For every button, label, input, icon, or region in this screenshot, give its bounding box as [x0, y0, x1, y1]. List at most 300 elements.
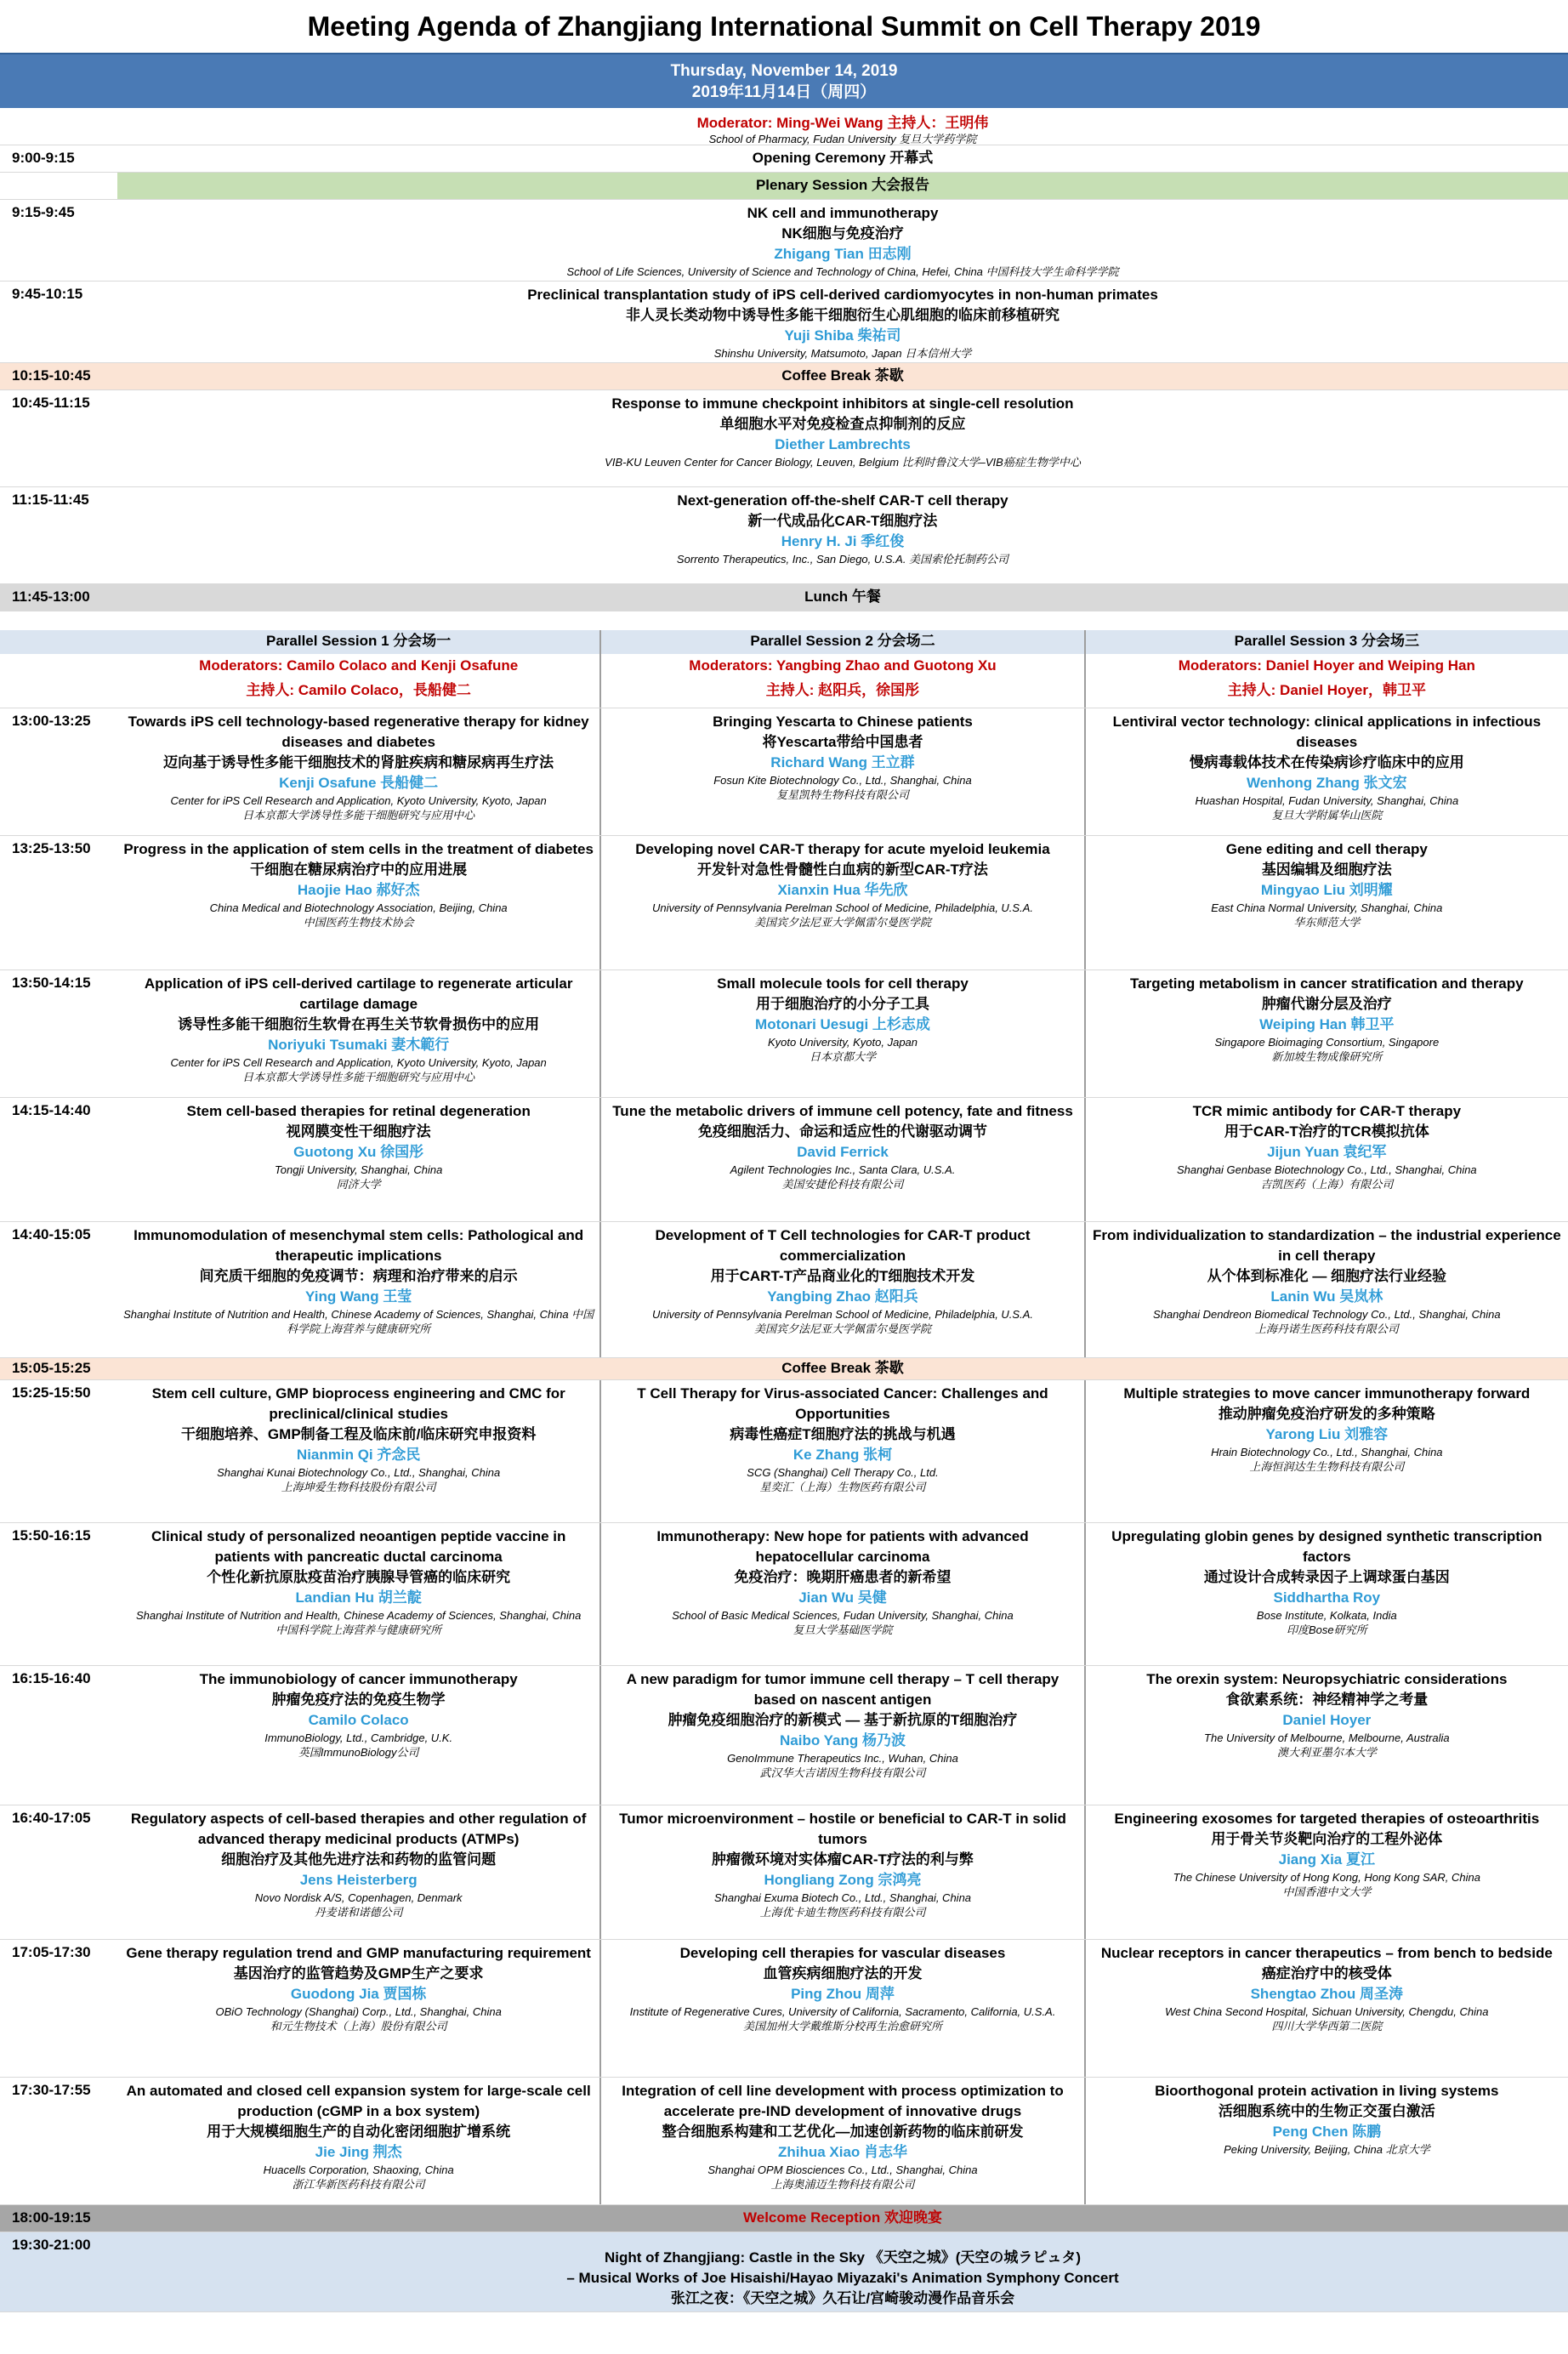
talk-title-en: The orexin system: Neuropsychiatric considerations [1146, 1671, 1508, 1687]
parallel-session-header: Parallel Session 3 分会场三 [1084, 630, 1568, 654]
moderator-en: Moderators: Camilo Colaco and Kenji Osafune [199, 657, 519, 674]
speaker-affiliation-cn: 同济大学 [336, 1178, 381, 1191]
talk-title-en: Next-generation off-the-shelf CAR-T cell therapy [677, 492, 1008, 509]
night-line-2: – Musical Works of Joe Hisaishi/Hayao Miyazaki's Animation Symphony Concert [566, 2270, 1119, 2286]
talk-title-cn: 癌症治疗中的核受体 [1261, 1965, 1392, 1982]
speaker-affiliation: Institute of Regenerative Cures, University of California, Sacramento, California, U.S.A. [629, 2005, 1056, 2018]
speaker-affiliation: Bose Institute, Kolkata, India [1256, 1609, 1397, 1622]
parallel-slot-row [0, 1098, 1568, 1222]
speaker-affiliation: School of Life Sciences, University of Science and Technology of China, Hefei, China 中国科技大学生命科学学院 [566, 265, 1119, 278]
speaker-affiliation: Huacells Corporation, Shaoxing, China [263, 2164, 454, 2176]
parallel-talk [1084, 1666, 1568, 1805]
plenary-talk [117, 390, 1568, 486]
talk-title-en: Small molecule tools for cell therapy [717, 975, 969, 992]
plenary-talks-2 [0, 390, 1568, 584]
parallel-slot-columns [117, 708, 1568, 835]
speaker-name: Xianxin Hua 华先欣 [777, 882, 908, 898]
time-cell: 17:30-17:55 [12, 2082, 91, 2098]
talk-title-cn: 诱导性多能干细胞衍生软骨在再生关节软骨损伤中的应用 [178, 1016, 540, 1032]
parallel-talk [1084, 1222, 1568, 1357]
parallel-slot-row [0, 970, 1568, 1098]
speaker-name: Siddhartha Roy [1273, 1589, 1381, 1606]
talk-title-cn: 间充质干细胞的免疫调节：病理和治疗带来的启示 [199, 1268, 518, 1284]
speaker-name: Ying Wang 王莹 [305, 1288, 412, 1305]
parallel-slot-columns [117, 1380, 1568, 1522]
speaker-affiliation-cn: 新加坡生物成像研究所 [1271, 1050, 1383, 1063]
parallel-talk [599, 708, 1083, 835]
speaker-name: Guodong Jia 贾国栋 [290, 1986, 427, 2002]
speaker-affiliation: School of Basic Medical Sciences, Fudan University, Shanghai, China [672, 1609, 1014, 1622]
parallel-talk [117, 2078, 599, 2204]
speaker-name: Wenhong Zhang 张文宏 [1247, 775, 1407, 791]
speaker-affiliation-cn: 美国加州大学戴维斯分校再生治愈研究所 [742, 2020, 942, 2033]
plenary-talk-row [0, 281, 1568, 363]
parallel-talk [599, 1098, 1083, 1221]
speaker-name: Jian Wu 吴健 [798, 1589, 887, 1606]
talk-title-en: The immunobiology of cancer immunotherapy [199, 1671, 518, 1687]
parallel-slot-row [0, 1666, 1568, 1805]
coffee-break-2-label: Coffee Break 茶歇 [781, 1360, 904, 1376]
moderator-en: Moderators: Yangbing Zhao and Guotong Xu [689, 657, 997, 674]
talk-title-en: Progress in the application of stem cells in the treatment of diabetes [123, 841, 594, 857]
speaker-affiliation-cn: 复旦大学基础医学院 [793, 1623, 893, 1636]
opening-label: Opening Ceremony 开幕式 [752, 150, 934, 166]
speaker-affiliation: Shanghai Institute of Nutrition and Health, Chinese Academy of Sciences, Shanghai, China 中国科学院上海营养与健康研究所 [123, 1308, 594, 1335]
parallel-slot-row [0, 1523, 1568, 1666]
parallel-slots-a [0, 708, 1568, 1358]
speaker-name: Jie Jing 荆杰 [315, 2144, 402, 2160]
speaker-name: Nianmin Qi 齐念民 [296, 1447, 421, 1463]
talk-title-en: Gene editing and cell therapy [1225, 841, 1428, 857]
talk-title-cn: 基因治疗的监管趋势及GMP生产之要求 [233, 1965, 484, 1982]
speaker-affiliation-cn: 上海奥浦迈生物科技有限公司 [770, 2178, 915, 2191]
talk-title-cn: 食欲素系统：神经精神学之考量 [1225, 1692, 1429, 1708]
plenary-talk [117, 281, 1568, 362]
talk-title-cn: NK细胞与免疫治疗 [781, 225, 904, 242]
talk-title-cn: 迈向基于诱导性多能干细胞技术的肾脏疾病和糖尿病再生疗法 [163, 754, 554, 770]
parallel-talk [1084, 2078, 1568, 2204]
parallel-talk [117, 1666, 599, 1805]
parallel-talk [117, 1380, 599, 1522]
time-cell: 14:15-14:40 [12, 1102, 91, 1118]
parallel-header-row [0, 630, 1568, 654]
speaker-affiliation-cn: 日本京都大学诱导性多能干细胞研究与应用中心 [242, 1071, 475, 1083]
speaker-name: Camilo Colaco [308, 1712, 409, 1728]
plenary-talk-row [0, 200, 1568, 281]
parallel-slot-columns [117, 1098, 1568, 1221]
speaker-affiliation-cn: 丹麦诺和诺德公司 [314, 1906, 403, 1919]
speaker-affiliation: GenoImmune Therapeutics Inc., Wuhan, China [727, 1752, 958, 1765]
time-cell: 11:15-11:45 [12, 492, 89, 508]
speaker-affiliation-cn: 星奕汇（上海）生物医药有限公司 [759, 1481, 926, 1493]
talk-title-en: Development of T Cell technologies for CAR-T product commercialization [655, 1227, 1031, 1264]
moderator-cn: 主持人: Camilo Colaco，長船健二 [246, 682, 471, 698]
speaker-name: Noriyuki Tsumaki 妻木範行 [268, 1037, 450, 1053]
speaker-name: Haojie Hao 郝好杰 [297, 882, 420, 898]
speaker-affiliation-cn: 上海坤爱生物科技股份有限公司 [281, 1481, 436, 1493]
talk-title-en: A new paradigm for tumor immune cell therapy – T cell therapy based on nascent antigen [626, 1671, 1060, 1708]
talk-title-en: An automated and closed cell expansion system for large-scale cell production (cGMP in a box system) [126, 2083, 591, 2119]
talk-title-cn: 血管疾病细胞疗法的开发 [763, 1965, 923, 1982]
speaker-affiliation: Shanghai Genbase Biotechnology Co., Ltd., Shanghai, China [1176, 1163, 1477, 1176]
speaker-name: Yangbing Zhao 赵阳兵 [767, 1288, 918, 1305]
time-cell: 11:45-13:00 [12, 588, 90, 605]
page-title: Meeting Agenda of Zhangjiang International Summit on Cell Therapy 2019 [307, 11, 1261, 42]
speaker-name: Yarong Liu 刘雅容 [1265, 1426, 1389, 1442]
speaker-affiliation-cn: 上海恒润达生生物科技有限公司 [1249, 1460, 1405, 1473]
parallel-slot-row [0, 1940, 1568, 2078]
moderator-cn: 主持人: Daniel Hoyer，韩卫平 [1227, 682, 1426, 698]
speaker-name: Hongliang Zong 宗鸿亮 [764, 1872, 922, 1888]
parallel-talk [117, 1523, 599, 1665]
night-line-3: 张江之夜：《天空之城》久石让/宫崎骏动漫作品音乐会 [670, 2290, 1015, 2306]
parallel-slot-row [0, 1380, 1568, 1523]
parallel-talk [599, 1523, 1083, 1665]
speaker-name: Diether Lambrechts [775, 436, 911, 452]
plenary-band [0, 173, 1568, 200]
speaker-name: Naibo Yang 杨乃波 [779, 1732, 906, 1748]
coffee-break-label: Coffee Break 茶歇 [781, 367, 904, 384]
parallel-talk [117, 970, 599, 1097]
parallel-slot-columns [117, 1666, 1568, 1805]
lunch-label: Lunch 午餐 [804, 588, 881, 605]
plenary-label: Plenary Session 大会报告 [755, 177, 930, 193]
talk-title-cn: 视网膜变性干细胞疗法 [286, 1123, 431, 1140]
parallel-talk [1084, 1805, 1568, 1939]
parallel-talk [599, 1222, 1083, 1357]
talk-title-cn: 用于细胞治疗的小分子工具 [755, 996, 929, 1012]
talk-title-en: Targeting metabolism in cancer stratification and therapy [1130, 975, 1524, 992]
speaker-affiliation: VIB-KU Leuven Center for Cancer Biology, Leuven, Belgium 比利时鲁汶大学–VIB癌症生物学中心 [605, 456, 1081, 469]
speaker-affiliation: University of Pennsylvania Perelman School of Medicine, Philadelphia, U.S.A. [651, 1308, 1033, 1321]
time-cell: 15:50-16:15 [12, 1527, 91, 1544]
welcome-label: Welcome Reception 欢迎晚宴 [743, 2209, 942, 2226]
plenary-talks [0, 200, 1568, 363]
talk-title-en: Developing cell therapies for vascular diseases [679, 1945, 1006, 1961]
speaker-name: Mingyao Liu 刘明耀 [1260, 882, 1393, 898]
welcome-row [0, 2205, 1568, 2232]
speaker-name: Peng Chen 陈鹏 [1272, 2124, 1382, 2140]
time-cell: 16:40-17:05 [12, 1810, 91, 1826]
coffee-break-row [0, 363, 1568, 390]
talk-title-en: Engineering exosomes for targeted therapies of osteoarthritis [1114, 1811, 1540, 1827]
speaker-name: Daniel Hoyer [1282, 1712, 1372, 1728]
speaker-affiliation: The University of Melbourne, Melbourne, Australia [1204, 1731, 1450, 1744]
speaker-name: Weiping Han 韩卫平 [1259, 1016, 1395, 1032]
plenary-talk-row [0, 390, 1568, 487]
talk-title-en: Response to immune checkpoint inhibitors at single-cell resolution [611, 395, 1074, 412]
parallel-slot-columns [117, 1940, 1568, 2077]
talk-title-cn: 慢病毒载体技术在传染病诊疗临床中的应用 [1189, 754, 1464, 770]
speaker-affiliation: The Chinese University of Hong Kong, Hong Kong SAR, China [1173, 1871, 1480, 1884]
talk-title-en: Tune the metabolic drivers of immune cell potency, fate and fitness [612, 1103, 1073, 1119]
time-cell: 15:05-15:25 [12, 1360, 91, 1376]
parallel-talk [117, 1940, 599, 2077]
parallel-slot-columns [117, 1805, 1568, 1939]
talk-title-en: Multiple strategies to move cancer immunotherapy forward [1123, 1385, 1531, 1402]
talk-title-cn: 非人灵长类动物中诱导性多能干细胞衍生心肌细胞的临床前移植研究 [626, 307, 1060, 323]
parallel-talk [599, 1380, 1083, 1522]
speaker-affiliation-cn: 上海丹诺生医药科技有限公司 [1254, 1322, 1399, 1335]
time-cell: 13:00-13:25 [12, 713, 91, 729]
speaker-affiliation: Kyoto University, Kyoto, Japan [767, 1036, 918, 1049]
date-band [0, 53, 1568, 108]
talk-title-cn: 通过设计合成转录因子上调球蛋白基因 [1203, 1569, 1450, 1585]
parallel-slot-columns [117, 2078, 1568, 2204]
time-cell: 10:15-10:45 [12, 367, 91, 384]
speaker-affiliation-cn: 武汉华大吉诺因生物科技有限公司 [759, 1766, 926, 1779]
talk-title-en: From individualization to standardization – the industrial experience in cell therapy [1092, 1227, 1561, 1264]
opening-moderator: Moderator: Ming-Wei Wang 主持人：王明伟 [696, 115, 989, 131]
time-cell: 19:30-21:00 [0, 2232, 117, 2311]
time-cell: 9:15-9:45 [12, 204, 75, 220]
speaker-affiliation-cn: 中国科学院上海营养与健康研究所 [276, 1623, 442, 1636]
talk-title-cn: 细胞治疗及其他先进疗法和药物的监管问题 [221, 1851, 497, 1868]
plenary-talk-row [0, 487, 1568, 584]
time-cell: 10:45-11:15 [12, 395, 90, 411]
speaker-affiliation: Singapore Bioimaging Consortium, Singapore [1214, 1036, 1440, 1049]
talk-title-cn: 开发针对急性骨髓性白血病的新型CAR-T疗法 [697, 861, 988, 878]
speaker-affiliation: Novo Nordisk A/S, Copenhagen, Denmark [254, 1891, 463, 1904]
speaker-affiliation: China Medical and Biotechnology Association, Beijing, China [209, 901, 508, 914]
time-cell: 13:50-14:15 [12, 975, 91, 991]
talk-title-cn: 单细胞水平对免疫检查点抑制剂的反应 [719, 416, 966, 432]
time-cell: 17:05-17:30 [12, 1944, 91, 1960]
parallel-talk [599, 1805, 1083, 1939]
parallel-talk [117, 836, 599, 969]
speaker-name: Jiang Xia 夏江 [1278, 1851, 1375, 1868]
parallel-slot-columns [117, 970, 1568, 1097]
plenary-talk [117, 487, 1568, 583]
talk-title-en: NK cell and immunotherapy [747, 205, 939, 221]
parallel-session-header: Parallel Session 1 分会场一 [117, 630, 599, 654]
speaker-affiliation-cn: 印度Bose研究所 [1287, 1623, 1367, 1636]
talk-title-cn: 肿瘤免疫细胞治疗的新模式 — 基于新抗原的T细胞治疗 [668, 1712, 1018, 1728]
talk-title-en: Upregulating globin genes by designed synthetic transcription factors [1111, 1528, 1542, 1565]
talk-title-en: Preclinical transplantation study of iPS cell-derived cardiomyocytes in non-human primates [527, 287, 1158, 303]
time-cell: 14:40-15:05 [12, 1226, 91, 1242]
talk-title-en: Tumor microenvironment – hostile or beneficial to CAR-T in solid tumors [619, 1811, 1066, 1847]
talk-title-cn: 免疫治疗：晚期肝癌患者的新希望 [734, 1569, 952, 1585]
speaker-affiliation-cn: 浙江华新医药科技有限公司 [292, 2178, 425, 2191]
night-line-1: Night of Zhangjiang: Castle in the Sky 《天空之城》(天空の城ラピュタ) [604, 2249, 1082, 2266]
talk-title-cn: 肿瘤微环境对实体瘤CAR-T疗法的利与弊 [712, 1851, 974, 1868]
talk-title-cn: 个性化新抗原肽疫苗治疗胰腺导管癌的临床研究 [207, 1569, 511, 1585]
speaker-affiliation-cn: 和元生物技术（上海）股份有限公司 [270, 2020, 447, 2033]
parallel-talk [1084, 970, 1568, 1097]
parallel-talk [599, 836, 1083, 969]
time-cell: 13:25-13:50 [12, 840, 91, 856]
talk-title-cn: 整合细胞系构建和工艺优化—加速创新药物的临床前研发 [662, 2124, 1024, 2140]
talk-title-en: T Cell Therapy for Virus-associated Cancer: Challenges and Opportunities [637, 1385, 1048, 1422]
parallel-talk [599, 1666, 1083, 1805]
talk-title-cn: 干细胞培养、GMP制备工程及临床前/临床研究申报资料 [180, 1426, 537, 1442]
speaker-affiliation: East China Normal University, Shanghai, China [1211, 901, 1443, 914]
talk-title-en: Bringing Yescarta to Chinese patients [713, 714, 973, 730]
speaker-affiliation-cn: 美国宾夕法尼亚大学佩雷尔曼医学院 [753, 916, 931, 929]
opening-moderator-row [0, 108, 1568, 145]
talk-title-cn: 将Yescarta带给中国患者 [762, 734, 923, 750]
speaker-name: Zhigang Tian 田志刚 [774, 246, 912, 262]
speaker-affiliation-cn: 上海优卡迪生物医药科技有限公司 [759, 1906, 926, 1919]
date-cn: 2019年11月14日（周四） [691, 83, 877, 101]
parallel-talk [599, 1940, 1083, 2077]
coffee-break-2-row [0, 1358, 1568, 1380]
talk-title-cn: 新一代成品化CAR-T细胞疗法 [747, 513, 938, 529]
speaker-affiliation-cn: 英国ImmunoBiology公司 [298, 1746, 419, 1759]
speaker-name: Kenji Osafune 長船健二 [279, 775, 439, 791]
talk-title-cn: 用于大规模细胞生产的自动化密闭细胞扩增系统 [207, 2124, 511, 2140]
talk-title-en: Integration of cell line development with process optimization to accelerate pre-IND development of innovative drugs [622, 2083, 1064, 2119]
lunch-row [0, 584, 1568, 611]
parallel-talk [117, 1098, 599, 1221]
talk-title-cn: 从个体到标准化 — 细胞疗法行业经验 [1207, 1268, 1447, 1284]
speaker-affiliation: Sorrento Therapeutics, Inc., San Diego, U.S.A. 美国索伦托制药公司 [676, 553, 1009, 566]
parallel-talk [599, 2078, 1083, 2204]
parallel-talk [117, 1222, 599, 1357]
speaker-name: Richard Wang 王立群 [770, 754, 915, 770]
talk-title-en: Developing novel CAR-T therapy for acute myeloid leukemia [635, 841, 1050, 857]
talk-title-cn: 肿瘤免疫疗法的免疫生物学 [271, 1692, 446, 1708]
speaker-affiliation: Shanghai Institute of Nutrition and Health, Chinese Academy of Sciences, Shanghai, China [135, 1609, 582, 1622]
speaker-affiliation-cn: 复星凯特生物科技有限公司 [775, 788, 909, 801]
speaker-affiliation-cn: 美国宾夕法尼亚大学佩雷尔曼医学院 [753, 1322, 931, 1335]
talk-title-en: Bioorthogonal protein activation in living systems [1155, 2083, 1499, 2099]
speaker-affiliation: Center for iPS Cell Research and Application, Kyoto University, Kyoto, Japan [170, 794, 547, 807]
time-cell: 15:25-15:50 [12, 1385, 91, 1401]
speaker-affiliation-cn: 澳大利亚墨尔本大学 [1276, 1746, 1377, 1759]
opening-row [0, 145, 1568, 173]
parallel-talk [117, 708, 599, 835]
parallel-moderators-row [0, 654, 1568, 708]
talk-title-cn: 活细胞系统中的生物正交蛋白激活 [1218, 2103, 1435, 2119]
speaker-affiliation-cn: 美国安捷伦科技有限公司 [781, 1178, 904, 1191]
talk-title-en: Towards iPS cell technology-based regenerative therapy for kidney diseases and diabetes [128, 714, 589, 750]
speaker-affiliation-cn: 华东师范大学 [1293, 916, 1361, 929]
speaker-affiliation: Hrain Biotechnology Co., Ltd., Shanghai, China [1211, 1446, 1443, 1458]
speaker-affiliation: OBiO Technology (Shanghai) Corp., Ltd., Shanghai, China [215, 2005, 502, 2018]
talk-title-en: Regulatory aspects of cell-based therapies and other regulation of advanced therapy medicinal products (ATMPs) [130, 1811, 587, 1847]
talk-title-en: Lentiviral vector technology: clinical applications in infectious diseases [1112, 714, 1542, 750]
talk-title-cn: 病毒性癌症T细胞疗法的挑战与机遇 [730, 1426, 956, 1442]
time-cell: 9:00-9:15 [12, 150, 75, 166]
plenary-talk [117, 200, 1568, 281]
speaker-affiliation: Fosun Kite Biotechnology Co., Ltd., Shanghai, China [713, 774, 972, 787]
speaker-name: Ke Zhang 张柯 [793, 1447, 893, 1463]
speaker-affiliation-cn: 吉凯医药（上海）有限公司 [1260, 1178, 1394, 1191]
talk-title-en: Nuclear receptors in cancer therapeutics – from bench to bedside [1100, 1945, 1553, 1961]
speaker-affiliation: Tongji University, Shanghai, China [275, 1163, 443, 1176]
parallel-slot-row [0, 708, 1568, 836]
speaker-name: Jijun Yuan 袁纪军 [1267, 1144, 1387, 1160]
parallel-talk [1084, 1380, 1568, 1522]
speaker-affiliation-cn: 日本京都大学 [809, 1050, 876, 1063]
moderator-cn: 主持人: 赵阳兵，徐国彤 [765, 682, 920, 698]
speaker-affiliation-cn: 中国香港中文大学 [1282, 1885, 1372, 1898]
speaker-affiliation: Shanghai Kunai Biotechnology Co., Ltd., Shanghai, China [217, 1466, 501, 1479]
date-en: Thursday, November 14, 2019 [670, 62, 898, 80]
parallel-talk [599, 970, 1083, 1097]
speaker-affiliation-cn: 日本京都大学诱导性多能干细胞研究与应用中心 [242, 809, 475, 822]
parallel-slot-row [0, 1222, 1568, 1358]
time-cell: 9:45-10:15 [12, 286, 83, 302]
parallel-slot-row [0, 2078, 1568, 2205]
speaker-affiliation-cn: 复旦大学附属华山医院 [1271, 809, 1383, 822]
speaker-name: Motonari Uesugi 上杉志成 [755, 1016, 930, 1032]
talk-title-cn: 基因编辑及细胞疗法 [1261, 861, 1392, 878]
parallel-talk [1084, 708, 1568, 835]
parallel-slot-row [0, 1805, 1568, 1940]
speaker-affiliation: SCG (Shanghai) Cell Therapy Co., Ltd. [747, 1466, 939, 1479]
parallel-slot-columns [117, 836, 1568, 969]
speaker-affiliation-cn: 中国医药生物技术协会 [303, 916, 414, 929]
night-row [0, 2232, 1568, 2312]
time-cell: 18:00-19:15 [0, 2205, 117, 2232]
talk-title-en: Gene therapy regulation trend and GMP manufacturing requirement [126, 1945, 591, 1961]
speaker-affiliation: Center for iPS Cell Research and Application, Kyoto University, Kyoto, Japan [170, 1056, 547, 1069]
speaker-affiliation: Shanghai Exuma Biotech Co., Ltd., Shanghai, China [713, 1891, 972, 1904]
speaker-name: Yuji Shiba 柴祐司 [784, 327, 901, 344]
talk-title-en: Stem cell-based therapies for retinal degeneration [186, 1103, 531, 1119]
parallel-slots-b [0, 1380, 1568, 2205]
speaker-name: Lanin Wu 吴岚林 [1270, 1288, 1383, 1305]
parallel-session-header: Parallel Session 2 分会场二 [599, 630, 1083, 654]
parallel-talk [117, 1805, 599, 1939]
speaker-affiliation: Peking University, Beijing, China 北京大学 [1224, 2143, 1430, 2156]
talk-title-en: Clinical study of personalized neoantigen peptide vaccine in patients with pancreatic ductal carcinoma [151, 1528, 566, 1565]
speaker-name: Henry H. Ji 季红俊 [781, 533, 905, 549]
speaker-name: Guotong Xu 徐国彤 [293, 1144, 424, 1160]
opening-moderator-affiliation: School of Pharmacy, Fudan University 复旦大学药学院 [708, 133, 977, 145]
speaker-name: David Ferrick [797, 1144, 889, 1160]
parallel-moderators [1084, 654, 1568, 708]
speaker-affiliation: Shanghai OPM Biosciences Co., Ltd., Shanghai, China [707, 2164, 978, 2176]
talk-title-cn: 干细胞在糖尿病治疗中的应用进展 [250, 861, 468, 878]
talk-title-cn: 免疫细胞活力、命运和适应性的代谢驱动调节 [697, 1123, 987, 1140]
speaker-affiliation: Agilent Technologies Inc., Santa Clara, U.S.A. [730, 1163, 956, 1176]
talk-title-cn: 用于骨关节炎靶向治疗的工程外泌体 [1211, 1831, 1443, 1847]
talk-title-en: Application of iPS cell-derived cartilage to regenerate articular cartilage damage [144, 975, 573, 1012]
speaker-affiliation: University of Pennsylvania Perelman School of Medicine, Philadelphia, U.S.A. [651, 901, 1033, 914]
parallel-moderators [117, 654, 599, 708]
talk-title-en: TCR mimic antibody for CAR-T therapy [1192, 1103, 1462, 1119]
parallel-slot-columns [117, 1222, 1568, 1357]
parallel-slot-columns [117, 1523, 1568, 1665]
speaker-affiliation: Huashan Hospital, Fudan University, Shanghai, China [1195, 794, 1459, 807]
parallel-talk [1084, 836, 1568, 969]
speaker-name: Ping Zhou 周萍 [791, 1986, 895, 2002]
speaker-name: Shengtao Zhou 周圣涛 [1250, 1986, 1404, 2002]
talk-title-cn: 用于CART-T产品商业化的T细胞技术开发 [710, 1268, 975, 1284]
parallel-slot-row [0, 836, 1568, 970]
talk-title-cn: 用于CAR-T治疗的TCR模拟抗体 [1224, 1123, 1429, 1140]
speaker-name: Landian Hu 胡兰靛 [295, 1589, 422, 1606]
parallel-talk [1084, 1098, 1568, 1221]
speaker-affiliation-cn: 四川大学华西第二医院 [1271, 2020, 1383, 2033]
speaker-name: Zhihua Xiao 肖志华 [777, 2144, 908, 2160]
moderator-en: Moderators: Daniel Hoyer and Weiping Han [1178, 657, 1475, 674]
talk-title-en: Immunomodulation of mesenchymal stem cells: Pathological and therapeutic implications [134, 1227, 584, 1264]
talk-title-cn: 推动肿瘤免疫治疗研发的多种策略 [1218, 1406, 1435, 1422]
parallel-talk [1084, 1940, 1568, 2077]
speaker-affiliation: Shanghai Dendreon Biomedical Technology Co., Ltd., Shanghai, China [1153, 1308, 1501, 1321]
talk-title-cn: 肿瘤代谢分层及治疗 [1261, 996, 1392, 1012]
time-cell: 16:15-16:40 [12, 1670, 91, 1686]
speaker-affiliation: West China Second Hospital, Sichuan University, Chengdu, China [1165, 2005, 1489, 2018]
speaker-affiliation: Shinshu University, Matsumoto, Japan 日本信州大学 [713, 347, 972, 360]
parallel-talk [1084, 1523, 1568, 1665]
talk-title-en: Immunotherapy: New hope for patients with advanced hepatocellular carcinoma [656, 1528, 1029, 1565]
